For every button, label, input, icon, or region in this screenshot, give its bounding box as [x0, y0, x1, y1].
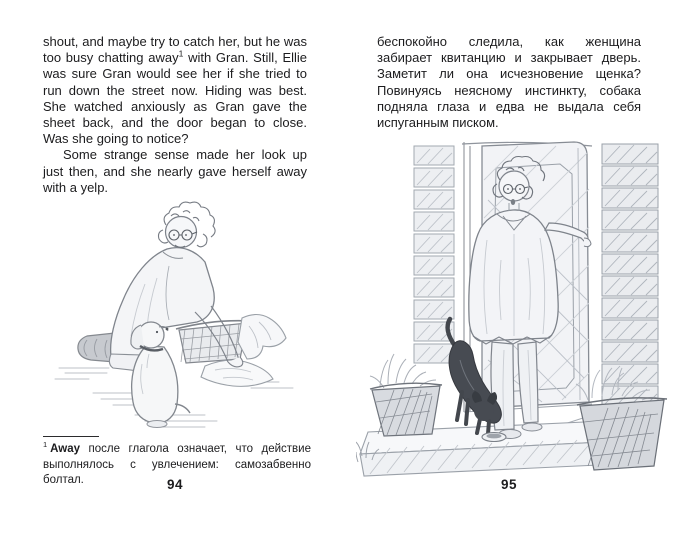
paragraph: беспокойно следила, как женщина забирает квитанцию и закрывает дверь. Заметит ли она исчезновение щенка? Повинуясь неясному инстинкту, собака подняла глаза и едва не выдала себя испуганным писком.	[377, 34, 641, 131]
footnote-divider	[43, 436, 99, 437]
illustration-gran-and-puppy	[45, 194, 335, 436]
paragraph	[43, 34, 307, 147]
page-right	[340, 0, 674, 539]
gran-puppy-sketch	[45, 194, 335, 436]
footnote-body: после глагола означает, что действие выполнялось с увлечением: самозабвенно болтал.	[43, 443, 311, 486]
page-number-left: 94	[166, 477, 184, 492]
doorstep-sketch	[356, 140, 668, 478]
paragraph-text: with Gran. Still, Ellie was sure Gran would see her if she tried to run down the street now. Hiding was best. She watched anxiously as Gran gave the sheet back, and the door began to close. Was she going to notice?	[43, 50, 308, 147]
footnote-term: Away	[50, 443, 81, 455]
page-number-right: 95	[500, 477, 518, 492]
left-body-text	[43, 34, 307, 196]
illustration-doorstep-puppy	[356, 140, 668, 478]
footnote-marker: 1	[43, 440, 48, 450]
paragraph: Some strange sense made her look up just then, and she nearly gave herself away with a yelp.	[43, 147, 307, 195]
paragraph-text: shout, and maybe try to catch her, but he was too busy chatting away	[43, 34, 307, 66]
footnote-reference: 1	[178, 48, 184, 59]
right-body-text	[377, 34, 641, 131]
